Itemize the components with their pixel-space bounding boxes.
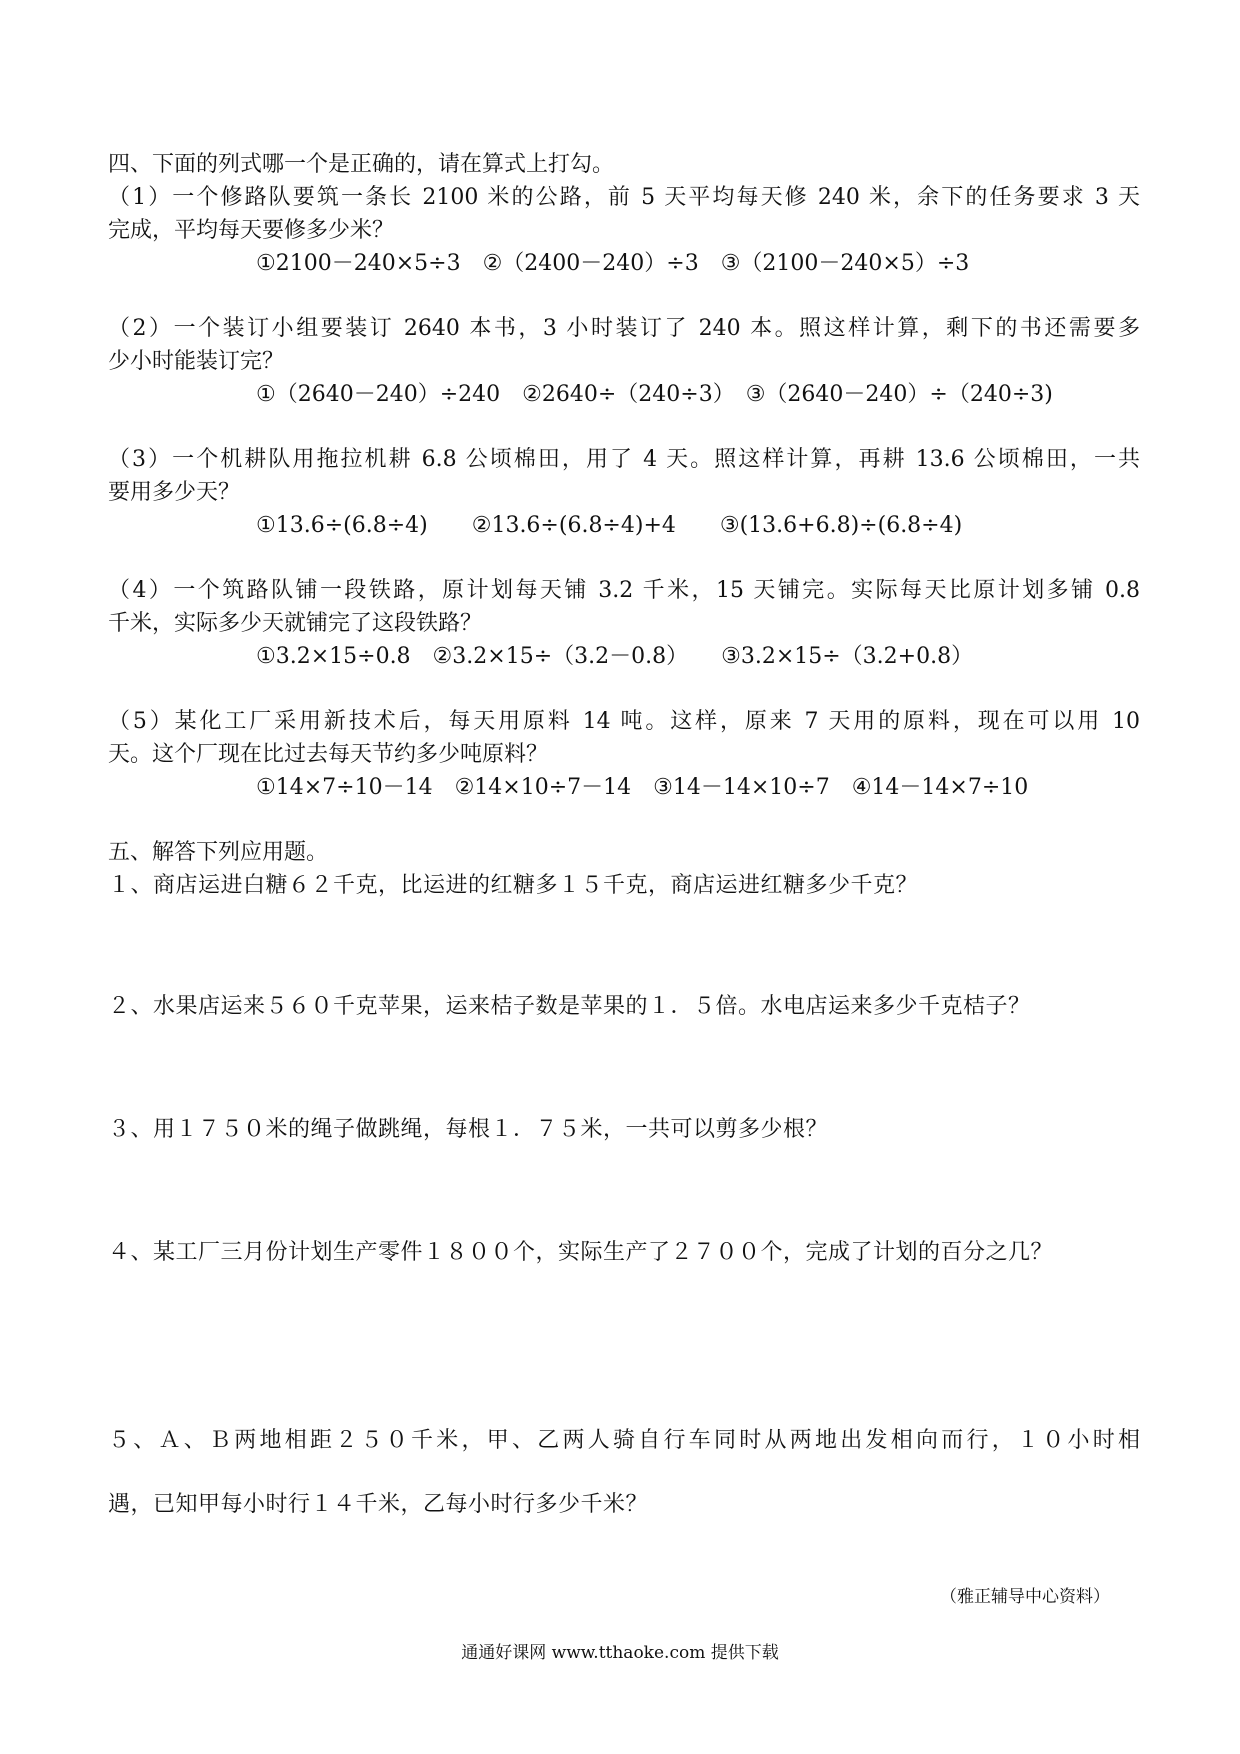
section5-heading: 五、解答下列应用题。 (108, 840, 329, 865)
problem-5-line1: ５、Ａ、Ｂ两地相距２５０千米，甲、乙两人骑自行车同时从两地出发相向而行，１０小时相 (108, 1428, 1140, 1453)
q5-options: ①14×7÷10－14 ②14×10÷7－14 ③14－14×10÷7 ④14－14×7÷10 (256, 775, 1029, 800)
q2-options: ①（2640－240）÷240 ②2640÷（240÷3） ③（2640－240）÷（240÷3) (256, 382, 1053, 407)
q3-line2: 要用多少天？ (108, 480, 241, 505)
section4-heading: 四、下面的列式哪一个是正确的，请在算式上打勾。 (108, 152, 615, 177)
q1-options: ①2100－240×5÷3 ②（2400－240）÷3 ③（2100－240×5）÷3 (256, 251, 970, 276)
q1-line2: 完成，平均每天要修多少米？ (108, 218, 395, 243)
source-credit: （雅正辅导中心资料） (940, 1587, 1110, 1607)
q4-line1: （4）一个筑路队铺一段铁路，原计划每天铺 3.2 千米，15 天铺完。实际每天比原计划多铺 0.8 (108, 578, 1140, 603)
q3-line1: （3）一个机耕队用拖拉机耕 6.8 公顷棉田，用了 4 天。照这样计算，再耕 13.6 公顷棉田，一共 (108, 447, 1140, 472)
q3-options: ①13.6÷(6.8÷4) ②13.6÷(6.8÷4)+4 ③(13.6+6.8)÷(6.8÷4) (256, 513, 963, 538)
q2-line1: （2）一个装订小组要装订 2640 本书，3 小时装订了 240 本。照这样计算，剩下的书还需要多 (108, 316, 1140, 341)
page-footer: 通通好课网 www.tthaoke.com 提供下载 (461, 1643, 779, 1663)
q2-line2: 少小时能装订完？ (108, 349, 285, 374)
q1-line1: （1）一个修路队要筑一条长 2100 米的公路，前 5 天平均每天修 240 米，余下的任务要求 3 天 (108, 185, 1140, 210)
q4-options: ①3.2×15÷0.8 ②3.2×15÷（3.2－0.8） ③3.2×15÷（3.2+0.8） (256, 644, 974, 669)
problem-3: ３、用１７５０米的绳子做跳绳，每根１．７５米，一共可以剪多少根？ (108, 1117, 829, 1142)
q5-line2: 天。这个厂现在比过去每天节约多少吨原料？ (108, 742, 549, 767)
problem-4: ４、某工厂三月份计划生产零件１８００个，实际生产了２７００个，完成了计划的百分之几？ (108, 1240, 1054, 1265)
problem-1: １、商店运进白糖６２千克，比运进的红糖多１５千克，商店运进红糖多少千克？ (108, 873, 919, 898)
problem-2: ２、水果店运来５６０千克苹果，运来桔子数是苹果的１．５倍。水电店运来多少千克桔子？ (108, 994, 1031, 1019)
q5-line1: （5）某化工厂采用新技术后，每天用原料 14 吨。这样，原来 7 天用的原料，现在可以用 10 (108, 709, 1140, 734)
q4-line2: 千米，实际多少天就铺完了这段铁路？ (108, 611, 483, 636)
problem-5-line2: 遇，已知甲每小时行１４千米，乙每小时行多少千米？ (108, 1492, 649, 1517)
